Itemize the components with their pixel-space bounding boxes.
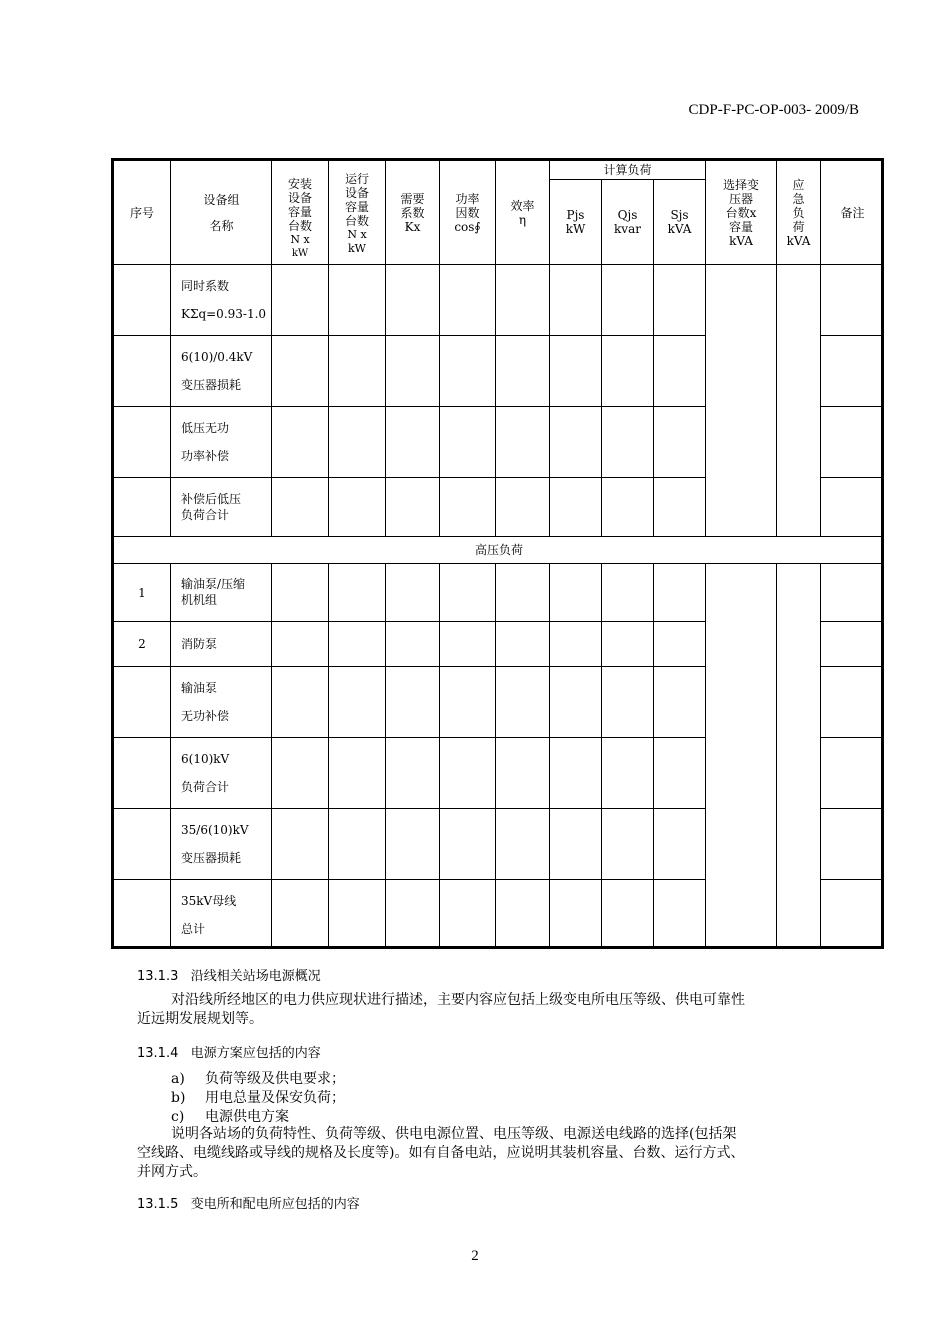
- column-rule: [271, 161, 272, 536]
- header-sjs-2: kVA: [667, 222, 692, 236]
- header-pf-3: cos∮: [454, 219, 481, 234]
- header-pf-1: 功率: [455, 191, 480, 206]
- paragraph-line: 空线路、电缆线路或导线的规格及长度等)。如有自备电站，应说明其装机容量、台数、运行方式、: [137, 1145, 745, 1161]
- header-tr-1: 选择变: [722, 177, 759, 192]
- header-tr-2: 压器: [728, 191, 753, 206]
- list-marker: a): [171, 1071, 185, 1087]
- row-name-line2: 变压器损耗: [181, 851, 242, 865]
- paragraph-line: 近远期发展规划等。: [137, 1011, 263, 1027]
- row-rule: [114, 737, 705, 738]
- row-rule: [114, 335, 705, 336]
- row-rule: [820, 335, 884, 336]
- header-group-name: [171, 161, 272, 264]
- row-rule: [114, 879, 705, 880]
- column-rule: [653, 563, 654, 946]
- load-calculation-table: [111, 158, 884, 949]
- header-tr-4: 容量: [728, 219, 753, 234]
- header-emergency-load: [777, 161, 820, 264]
- row-name-line2: KΣq=0.93-1.0: [181, 307, 267, 321]
- header-qjs-2: kvar: [614, 222, 641, 236]
- row-name-line2: 负荷合计: [181, 508, 230, 522]
- row-name: [181, 893, 236, 937]
- row-rule: [114, 406, 705, 407]
- list-text: 电源供电方案: [205, 1109, 289, 1125]
- column-rule: [549, 563, 550, 946]
- row-rule: [114, 666, 705, 667]
- column-rule: [439, 161, 440, 536]
- column-rule: [439, 563, 440, 946]
- header-tr-3: 台数x: [725, 205, 757, 220]
- column-rule: [820, 161, 821, 536]
- column-rule: [328, 563, 329, 946]
- row-rule: [114, 536, 884, 537]
- header-calc-load: 计算负荷: [603, 163, 652, 177]
- list-text: 负荷等级及供电要求；: [205, 1071, 345, 1087]
- section-number: 13.1.3: [137, 969, 179, 984]
- header-running-4: 台数: [344, 214, 369, 228]
- section-13-1-5-heading: [137, 1193, 360, 1212]
- header-power-factor: [440, 161, 495, 264]
- row-rule: [820, 879, 884, 880]
- list-marker: b): [171, 1090, 186, 1106]
- row-name: [181, 491, 241, 523]
- row-rule: [820, 666, 884, 667]
- column-rule: [385, 161, 386, 536]
- list-text: 用电总量及保安负荷；: [205, 1090, 345, 1106]
- header-running-2: 设备: [344, 186, 369, 200]
- header-em-1: 应: [792, 177, 805, 192]
- row-name-line2: 功率补偿: [181, 449, 230, 463]
- row-name: [181, 420, 229, 464]
- header-qjs-1: Qjs: [617, 208, 638, 222]
- row-name-line2: 无功补偿: [181, 709, 230, 723]
- column-rule: [820, 563, 821, 946]
- header-em-5: kVA: [786, 233, 811, 248]
- column-rule: [549, 161, 550, 536]
- header-demand-3: Kx: [404, 219, 421, 234]
- row-name-line2: 机机组: [181, 593, 218, 607]
- row-rule: [820, 737, 884, 738]
- row-name: [181, 576, 245, 608]
- header-em-3: 负: [792, 205, 805, 220]
- column-rule: [601, 179, 602, 536]
- header-installed-6: kW: [291, 248, 309, 259]
- header-installed-1: 安装: [287, 177, 312, 191]
- header-tr-5: kVA: [729, 233, 753, 248]
- header-running-1: 运行: [344, 172, 369, 186]
- header-demand-1: 需要: [400, 191, 425, 206]
- row-rule: [114, 477, 705, 478]
- hv-section-title: 高压负荷: [474, 543, 523, 557]
- column-rule: [776, 563, 777, 946]
- column-rule: [653, 179, 654, 536]
- row-name-line1: 35/6(10)kV: [181, 823, 249, 837]
- row-name-line1: 输油泵: [181, 681, 218, 695]
- row-name: [181, 822, 249, 866]
- row-name-line1: 35kV母线: [181, 894, 237, 908]
- section-13-1-3-heading: [137, 965, 321, 984]
- row-rule: [820, 406, 884, 407]
- row-rule: [820, 477, 884, 478]
- column-rule: [495, 563, 496, 946]
- list-item: [171, 1106, 289, 1126]
- header-installed-4: 台数: [287, 219, 312, 233]
- column-rule: [385, 563, 386, 946]
- list-item: [171, 1068, 345, 1088]
- row-name-line1: 补偿后低压: [181, 492, 242, 506]
- column-rule: [705, 161, 706, 536]
- row-rule: [820, 808, 884, 809]
- header-sjs-1: Sjs: [670, 208, 689, 222]
- section-title: 变电所和配电所应包括的内容: [190, 1197, 360, 1212]
- column-rule: [776, 161, 777, 536]
- list-item: [171, 1087, 345, 1107]
- row-seq: 1: [138, 585, 146, 600]
- row-name: [181, 680, 229, 724]
- header-installed-3: 容量: [287, 205, 312, 219]
- row-name-line1: 低压无功: [181, 421, 230, 435]
- header-efficiency: [496, 161, 549, 264]
- column-rule: [705, 563, 706, 946]
- header-em-2: 急: [792, 191, 805, 206]
- paragraph-line: 对沿线所经地区的电力供应现状进行描述，主要内容应包括上级变电所电压等级、供电可靠性: [171, 992, 745, 1008]
- calc-load-divider: [549, 179, 705, 180]
- header-running: [329, 165, 385, 263]
- section-title: 沿线相关站场电源概况: [190, 969, 321, 984]
- row-rule: [114, 808, 705, 809]
- header-remark: 备注: [840, 205, 865, 220]
- column-rule: [495, 161, 496, 536]
- header-installed-2: 设备: [287, 191, 312, 205]
- column-rule: [271, 563, 272, 946]
- header-transformer: [706, 161, 776, 264]
- row-name-line1: 同时系数: [181, 279, 230, 293]
- header-pjs-2: kW: [565, 222, 586, 236]
- row-name: [181, 636, 217, 652]
- column-rule: [328, 161, 329, 536]
- paragraph-line: 并网方式。: [137, 1164, 207, 1180]
- header-demand-factor: [386, 161, 439, 264]
- section-13-1-4-heading: [137, 1042, 321, 1061]
- row-name-line2: 总计: [181, 922, 206, 936]
- document-code: CDP-F-PC-OP-003- 2009/B: [688, 102, 859, 118]
- header-pjs: [550, 180, 601, 264]
- page-number: 2: [471, 1248, 479, 1264]
- header-installed: [272, 175, 328, 263]
- header-pjs-1: Pjs: [566, 208, 585, 222]
- header-qjs: [602, 180, 653, 264]
- list-marker: c): [171, 1109, 185, 1125]
- header-running-6: kW: [348, 242, 366, 255]
- header-eff-1: 效率: [510, 198, 535, 213]
- header-group-line1: 设备组: [203, 192, 240, 207]
- row-rule: [114, 621, 705, 622]
- header-seq: 序号: [129, 205, 154, 220]
- section-number: 13.1.4: [137, 1046, 179, 1061]
- header-rule: [114, 264, 884, 265]
- row-name-line1: 消防泵: [181, 637, 218, 651]
- paragraph-line: 说明各站场的负荷特性、负荷等级、供电电源位置、电压等级、电源送电线路的选择(包括架: [171, 1126, 737, 1142]
- header-pf-2: 因数: [455, 205, 480, 220]
- row-name: [181, 349, 252, 393]
- row-name-line1: 输油泵/压缩: [181, 577, 246, 591]
- header-installed-5: N x: [290, 233, 310, 246]
- section-title: 电源方案应包括的内容: [190, 1046, 321, 1061]
- row-name-line1: 6(10)/0.4kV: [181, 350, 253, 364]
- row-name: [181, 751, 229, 795]
- row-name-line2: 变压器损耗: [181, 378, 242, 392]
- row-rule: [820, 621, 884, 622]
- column-rule: [170, 161, 171, 536]
- row-seq: 2: [138, 637, 146, 651]
- header-sjs: [654, 180, 705, 264]
- header-eff-2: η: [518, 212, 527, 227]
- column-rule: [601, 563, 602, 946]
- header-em-4: 荷: [792, 219, 805, 234]
- header-running-3: 容量: [344, 200, 369, 214]
- row-name-line2: 负荷合计: [181, 780, 230, 794]
- header-demand-2: 系数: [400, 205, 425, 220]
- header-group-line2: 名称: [209, 218, 234, 233]
- row-rule: [114, 563, 884, 564]
- section-number: 13.1.5: [137, 1197, 179, 1212]
- column-rule: [170, 563, 171, 946]
- row-name: [181, 278, 266, 322]
- header-running-5: N x: [347, 228, 367, 241]
- row-name-line1: 6(10)kV: [181, 752, 230, 766]
